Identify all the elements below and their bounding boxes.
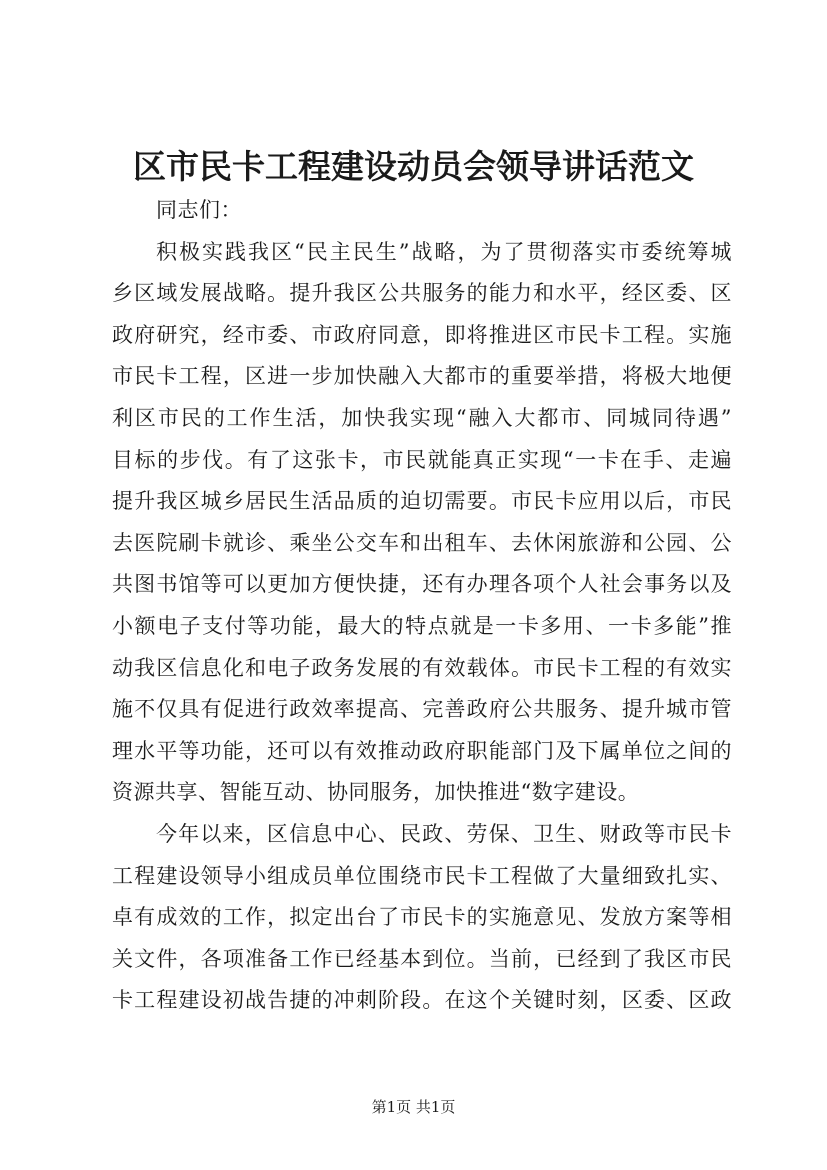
text-line: 今年以来，区信息中心、民政、劳保、卫生、财政等市民卡 <box>156 821 732 846</box>
text-line: 工程建设领导小组成员单位围绕市民卡工程做了大量细致扎实、 <box>112 863 732 888</box>
paragraph-1 <box>112 232 732 814</box>
text-line: 施不仅具有促进行政效率提高、完善政府公共服务、提升城市管 <box>112 697 732 722</box>
text-line: 去医院刷卡就诊、乘坐公交车和出租车、去休闲旅游和公园、公 <box>112 530 732 555</box>
page-number-footer: 第1页 共1页 <box>371 1098 456 1116</box>
text-line: 目标的步伐。有了这张卡，市民就能真正实现“一卡在手、走遍 <box>112 447 732 472</box>
text-line: 利区市民的工作生活，加快我实现“融入大都市、同城同待遇” <box>112 405 732 430</box>
text-line: 小额电子支付等功能，最大的特点就是一卡多用、一卡多能”推 <box>112 613 732 638</box>
text-line: 理水平等功能，还可以有效推动政府职能部门及下属单位之间的 <box>112 738 732 763</box>
text-line: 卓有成效的工作，拟定出台了市民卡的实施意见、发放方案等相 <box>112 905 732 930</box>
paragraph-2 <box>112 814 732 1022</box>
text-line: 乡区域发展战略。提升我区公共服务的能力和水平，经区委、区 <box>112 281 732 306</box>
text-line: 资源共享、智能互动、协同服务，加快推进“数字建设。 <box>112 780 640 805</box>
text-line: 共图书馆等可以更加方便快捷，还有办理各项个人社会事务以及 <box>112 572 732 597</box>
text-line: 卡工程建设初战告捷的冲刺阶段。在这个关键时刻，区委、区政 <box>112 988 732 1013</box>
text-line: 政府研究，经市委、市政府同意，即将推进区市民卡工程。实施 <box>112 322 732 347</box>
text-line: 积极实践我区“民主民生”战略，为了贯彻落实市委统筹城 <box>156 239 732 264</box>
document-title: 区市民卡工程建设动员会领导讲话范文 <box>133 147 694 186</box>
document-body <box>112 190 732 1022</box>
text-line: 关文件，各项准备工作已经基本到位。当前，已经到了我区市民 <box>112 946 732 971</box>
text-line: 市民卡工程，区进一步加快融入大都市的重要举措，将极大地便 <box>112 364 732 389</box>
greeting-line: 同志们： <box>156 198 242 222</box>
text-line: 提升我区城乡居民生活品质的迫切需要。市民卡应用以后，市民 <box>112 489 732 514</box>
text-line: 动我区信息化和电子政务发展的有效载体。市民卡工程的有效实 <box>112 655 732 680</box>
